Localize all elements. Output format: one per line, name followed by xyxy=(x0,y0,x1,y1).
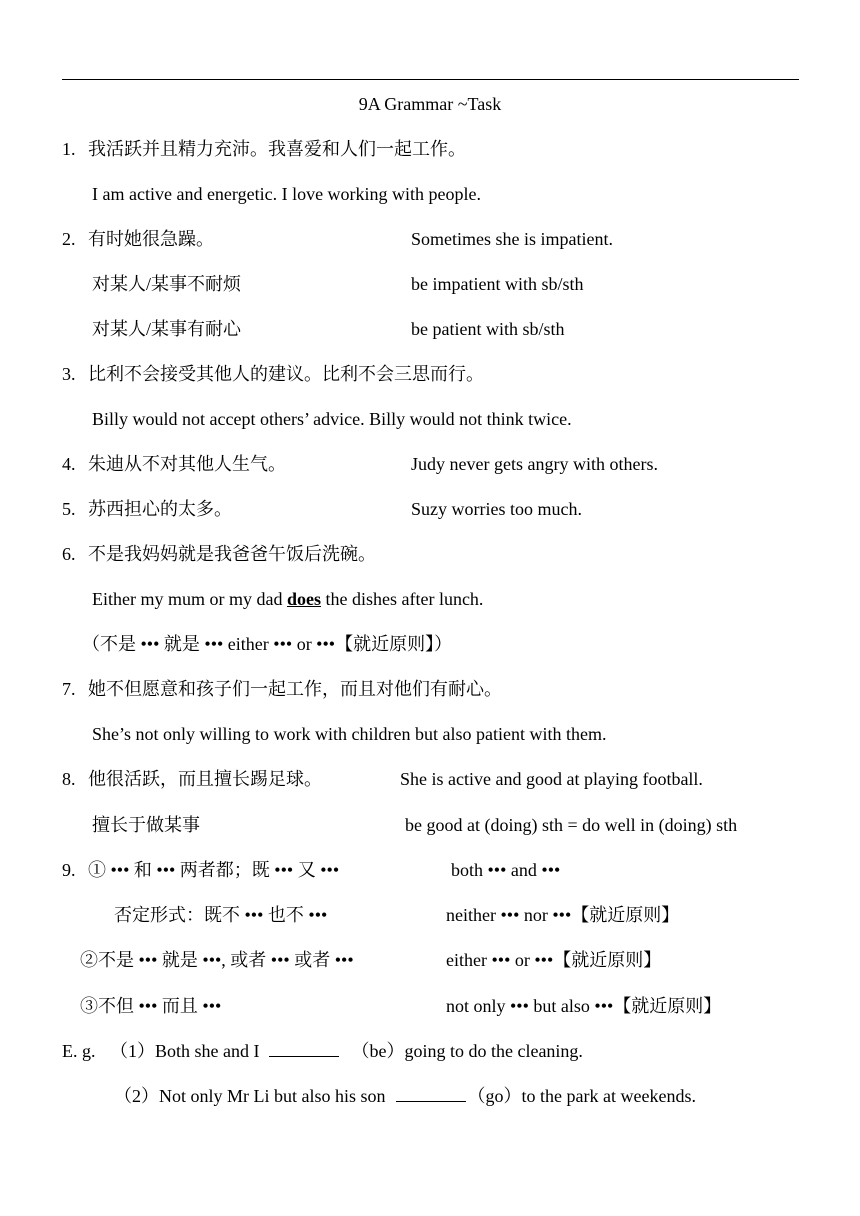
example-1-pre: （1）Both she and I xyxy=(110,1041,260,1061)
item-8-sub-english: be good at (doing) sth = do well in (doing) sth xyxy=(405,815,738,835)
example-1-post: （be）going to do the cleaning. xyxy=(351,1041,583,1061)
item-7-number: 7. xyxy=(62,679,76,699)
item-5-english: Suzy worries too much. xyxy=(411,499,582,519)
item-9-number: 9. xyxy=(62,860,76,880)
item-6-note: （不是 ••• 就是 ••• either ••• or •••【就近原则】） xyxy=(82,634,453,654)
item-8-sub-chinese: 擅长于做某事 xyxy=(92,815,200,835)
item-5-chinese: 苏西担心的太多。 xyxy=(88,499,232,519)
item-7-chinese: 她不但愿意和孩子们一起工作，而且对他们有耐心。 xyxy=(88,679,502,699)
item-8-number: 8. xyxy=(62,769,76,789)
item-1-number: 1. xyxy=(62,139,76,159)
item-9-a-negative-english: neither ••• nor •••【就近原则】 xyxy=(446,905,680,925)
item-6-english-emphasis: does xyxy=(286,589,321,609)
item-9-c-english: not only ••• but also •••【就近原则】 xyxy=(446,996,722,1016)
example-2-answer-blank[interactable] xyxy=(396,1085,466,1102)
item-4-number: 4. xyxy=(62,454,76,474)
item-6-english xyxy=(92,587,483,611)
item-4-english: Judy never gets angry with others. xyxy=(411,454,658,474)
item-2-sub2-english: be patient with sb/sth xyxy=(411,319,565,339)
example-2-post: （go）to the park at weekends. xyxy=(467,1086,696,1106)
item-3-english: Billy would not accept others’ advice. Billy would not think twice. xyxy=(92,409,572,429)
example-2 xyxy=(114,1084,696,1108)
item-1-english: I am active and energetic. I love working with people. xyxy=(92,184,482,204)
header-rule xyxy=(62,79,799,80)
item-9-a-chinese: ① ••• 和 ••• 两者都；既 ••• 又 ••• xyxy=(88,860,340,880)
item-6-number: 6. xyxy=(62,544,76,564)
item-6-english-pre: Either my mum or my dad xyxy=(92,589,287,609)
item-2-sub2-chinese: 对某人/某事有耐心 xyxy=(92,319,242,339)
item-9-b-chinese: ②不是 ••• 就是 •••, 或者 ••• 或者 ••• xyxy=(80,950,354,970)
item-1-chinese: 我活跃并且精力充沛。我喜爱和人们一起工作。 xyxy=(88,139,466,159)
item-9-a-negative-chinese: 否定形式：既不 ••• 也不 ••• xyxy=(114,905,328,925)
item-9-a-english: both ••• and ••• xyxy=(451,860,561,880)
page-title: 9A Grammar ~Task xyxy=(358,94,502,114)
example-1 xyxy=(110,1039,583,1063)
example-2-pre: （2）Not only Mr Li but also his son xyxy=(114,1086,386,1106)
item-2-english: Sometimes she is impatient. xyxy=(411,229,613,249)
item-8-chinese: 他很活跃，而且擅长踢足球。 xyxy=(88,769,322,789)
example-1-answer-blank[interactable] xyxy=(269,1040,339,1057)
item-6-chinese: 不是我妈妈就是我爸爸午饭后洗碗。 xyxy=(88,544,376,564)
item-2-number: 2. xyxy=(62,229,76,249)
item-3-number: 3. xyxy=(62,364,76,384)
item-9-c-chinese: ③不但 ••• 而且 ••• xyxy=(80,996,222,1016)
item-2-sub1-english: be impatient with sb/sth xyxy=(411,274,584,294)
item-6-english-post: the dishes after lunch. xyxy=(320,589,484,609)
item-5-number: 5. xyxy=(62,499,76,519)
item-7-english: She’s not only willing to work with children but also patient with them. xyxy=(92,724,607,744)
item-8-english: She is active and good at playing football. xyxy=(400,769,703,789)
item-2-chinese: 有时她很急躁。 xyxy=(88,229,214,249)
examples-label: E. g. xyxy=(62,1041,96,1061)
item-4-chinese: 朱迪从不对其他人生气。 xyxy=(88,454,286,474)
item-9-b-english: either ••• or •••【就近原则】 xyxy=(446,950,662,970)
item-3-chinese: 比利不会接受其他人的建议。比利不会三思而行。 xyxy=(88,364,484,384)
item-2-sub1-chinese: 对某人/某事不耐烦 xyxy=(92,274,242,294)
